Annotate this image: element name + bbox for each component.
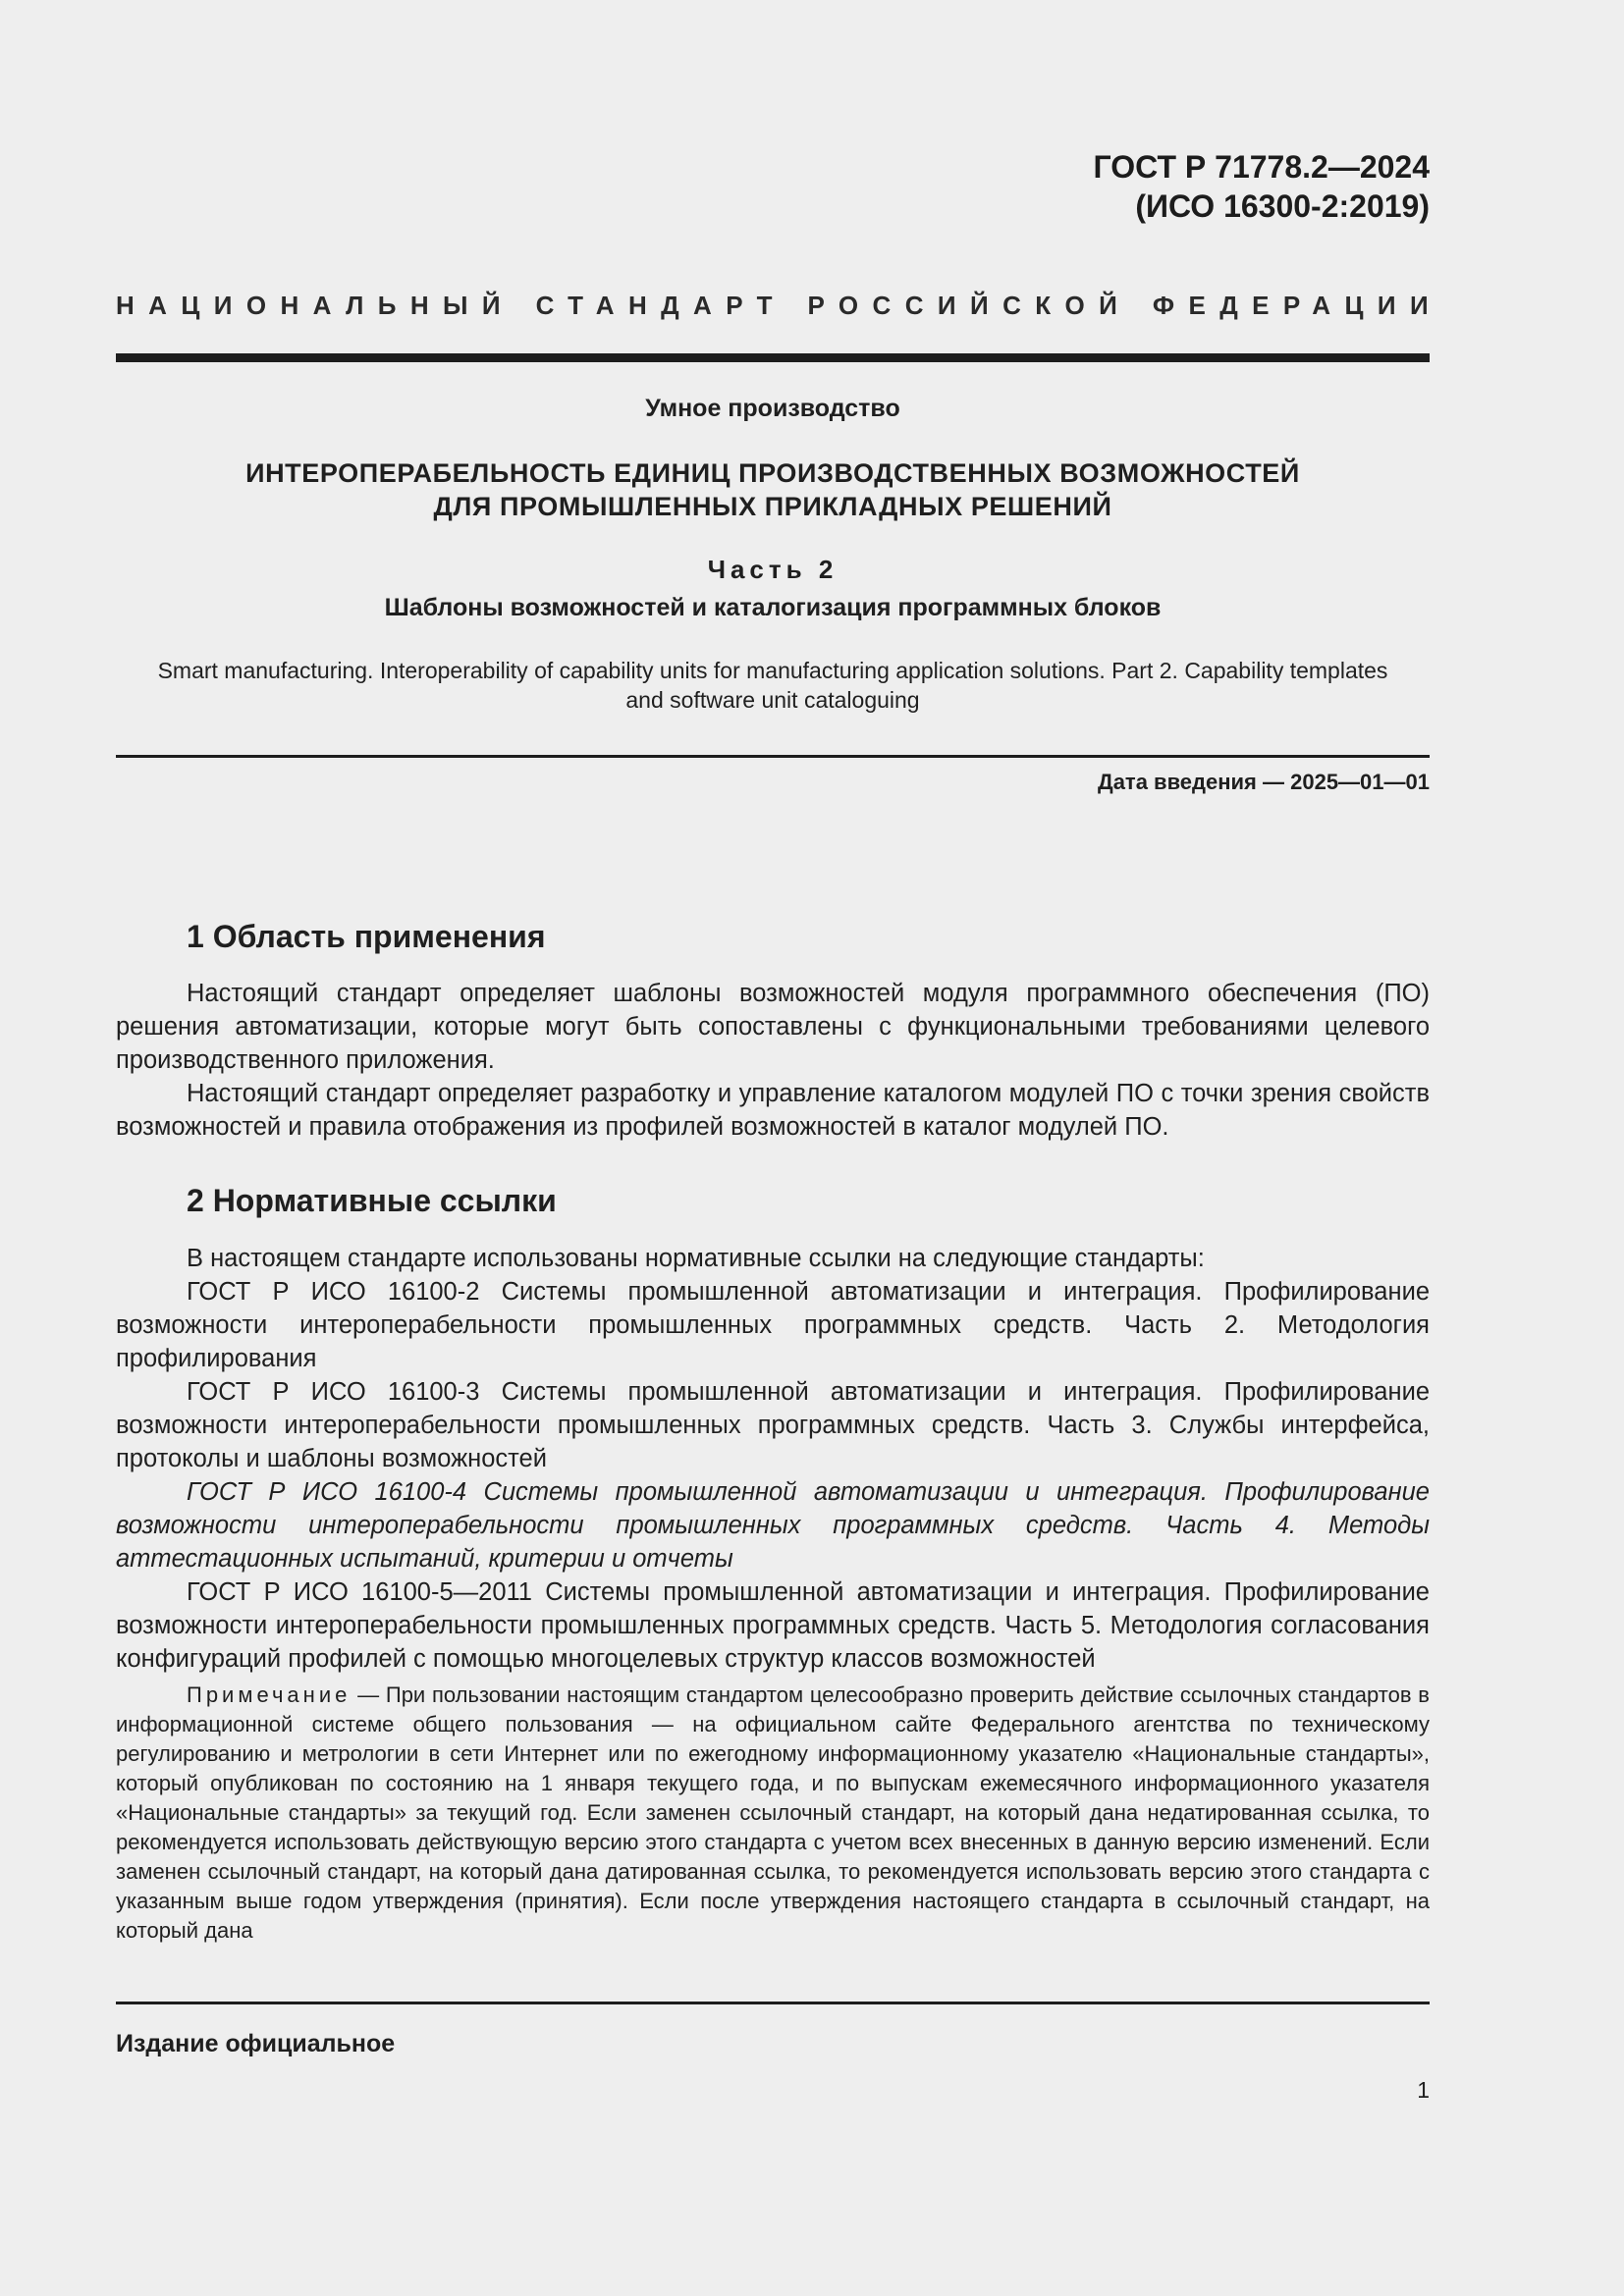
note-block	[116, 1681, 1430, 1946]
section-2-heading: 2 Нормативные ссылки	[187, 1183, 557, 1218]
part-title: Шаблоны возможностей и каталогизация программных блоков	[384, 594, 1162, 621]
main-title-line1: ИНТЕРОПЕРАБЕЛЬНОСТЬ ЕДИНИЦ ПРОИЗВОДСТВЕННЫХ ВОЗМОЖНОСТЕЙ	[245, 458, 1300, 488]
footer-divider	[116, 2002, 1430, 2004]
note-text: — При пользовании настоящим стандартом целесообразно проверить действие ссылочных стандартов в информационной системе общего пользования — на официальном сайте Федерального агентства по техническому регулированию и метрологии в сети Интернет или по ежегодному информационному указателю «Национальные стандарты», который опубликован по состоянию на 1 января текущего года, и по выпускам ежемесячного информационного указателя «Национальные стандарты» за текущий год. Если заменен ссылочный стандарт, на который дана недатированная ссылка, то рекомендуется использовать действующую версию этого стандарта с учетом всех внесенных в данную версию изменений. Если заменен ссылочный стандарт, на который дана датированная ссылка, то рекомендуется использовать версию этого стандарта с указанным выше годом утверждения (принятия). Если после утверждения настоящего стандарта в ссылочный стандарт, на который дана	[116, 1682, 1430, 1943]
note-label: Примечание	[187, 1682, 352, 1707]
section-2-body	[116, 1242, 1430, 1676]
national-standard-banner: НАЦИОНАЛЬНЫЙ СТАНДАРТ РОССИЙСКОЙ ФЕДЕРАЦИИ	[116, 291, 1443, 320]
header-divider	[116, 353, 1430, 362]
reference-item: ГОСТ Р ИСО 16100-2 Системы промышленной автоматизации и интеграция. Профилирование возможности интероперабельности промышленных программных средств. Часть 2. Методология профилирования	[116, 1278, 1430, 1372]
title-divider	[116, 755, 1430, 758]
document-page	[116, 0, 1443, 2296]
section-1-heading: 1 Область применения	[187, 919, 546, 954]
section-1-paragraph: Настоящий стандарт определяет шаблоны возможностей модуля программного обеспечения (ПО) решения автоматизации, которые могут быть сопоставлены с функциональными требованиями целевого производственного приложения.	[116, 980, 1430, 1074]
reference-item: ГОСТ Р ИСО 16100-3 Системы промышленной автоматизации и интеграция. Профилирование возможности интероперабельности промышленных программных средств. Часть 3. Службы интерфейса, протоколы и шаблоны возможностей	[116, 1378, 1430, 1472]
section-1-body	[116, 977, 1430, 1144]
document-main-title	[116, 456, 1430, 523]
official-edition-label: Издание официальное	[116, 2030, 396, 2057]
reference-item: ГОСТ Р ИСО 16100-5—2011 Системы промышленной автоматизации и интеграция. Профилирование возможности интероперабельности промышленных программных средств. Часть 5. Методология согласования конфигураций профилей с помощью многоцелевых структур классов возможностей	[116, 1578, 1430, 1673]
gost-code	[1094, 147, 1430, 226]
english-title: Smart manufacturing. Interoperability of capability units for manufacturing application solutions. Part 2. Capability templates and software unit cataloguing	[157, 658, 1388, 713]
document-subtitle: Умное производство	[645, 395, 900, 422]
section-2-intro: В настоящем стандарте использованы нормативные ссылки на следующие стандарты:	[187, 1245, 1205, 1272]
gost-code-line2: (ИСО 16300-2:2019)	[1135, 188, 1430, 224]
note-paragraph	[116, 1681, 1430, 1946]
main-title-line2: ДЛЯ ПРОМЫШЛЕННЫХ ПРИКЛАДНЫХ РЕШЕНИЙ	[433, 492, 1112, 521]
reference-item: ГОСТ Р ИСО 16100-4 Системы промышленной автоматизации и интеграция. Профилирование возможности интероперабельности промышленных программных средств. Часть 4. Методы аттестационных испытаний, критерии и отчеты	[116, 1478, 1430, 1573]
introduction-date: Дата введения — 2025—01—01	[1098, 770, 1430, 794]
gost-code-line1: ГОСТ Р 71778.2—2024	[1093, 149, 1430, 185]
section-1-paragraph: Настоящий стандарт определяет разработку и управление каталогом модулей ПО с точки зрения свойств возможностей и правила отображения из профилей возможностей в каталог модулей ПО.	[116, 1080, 1430, 1141]
part-number: Часть 2	[707, 555, 839, 584]
page-number: 1	[1417, 2077, 1430, 2103]
